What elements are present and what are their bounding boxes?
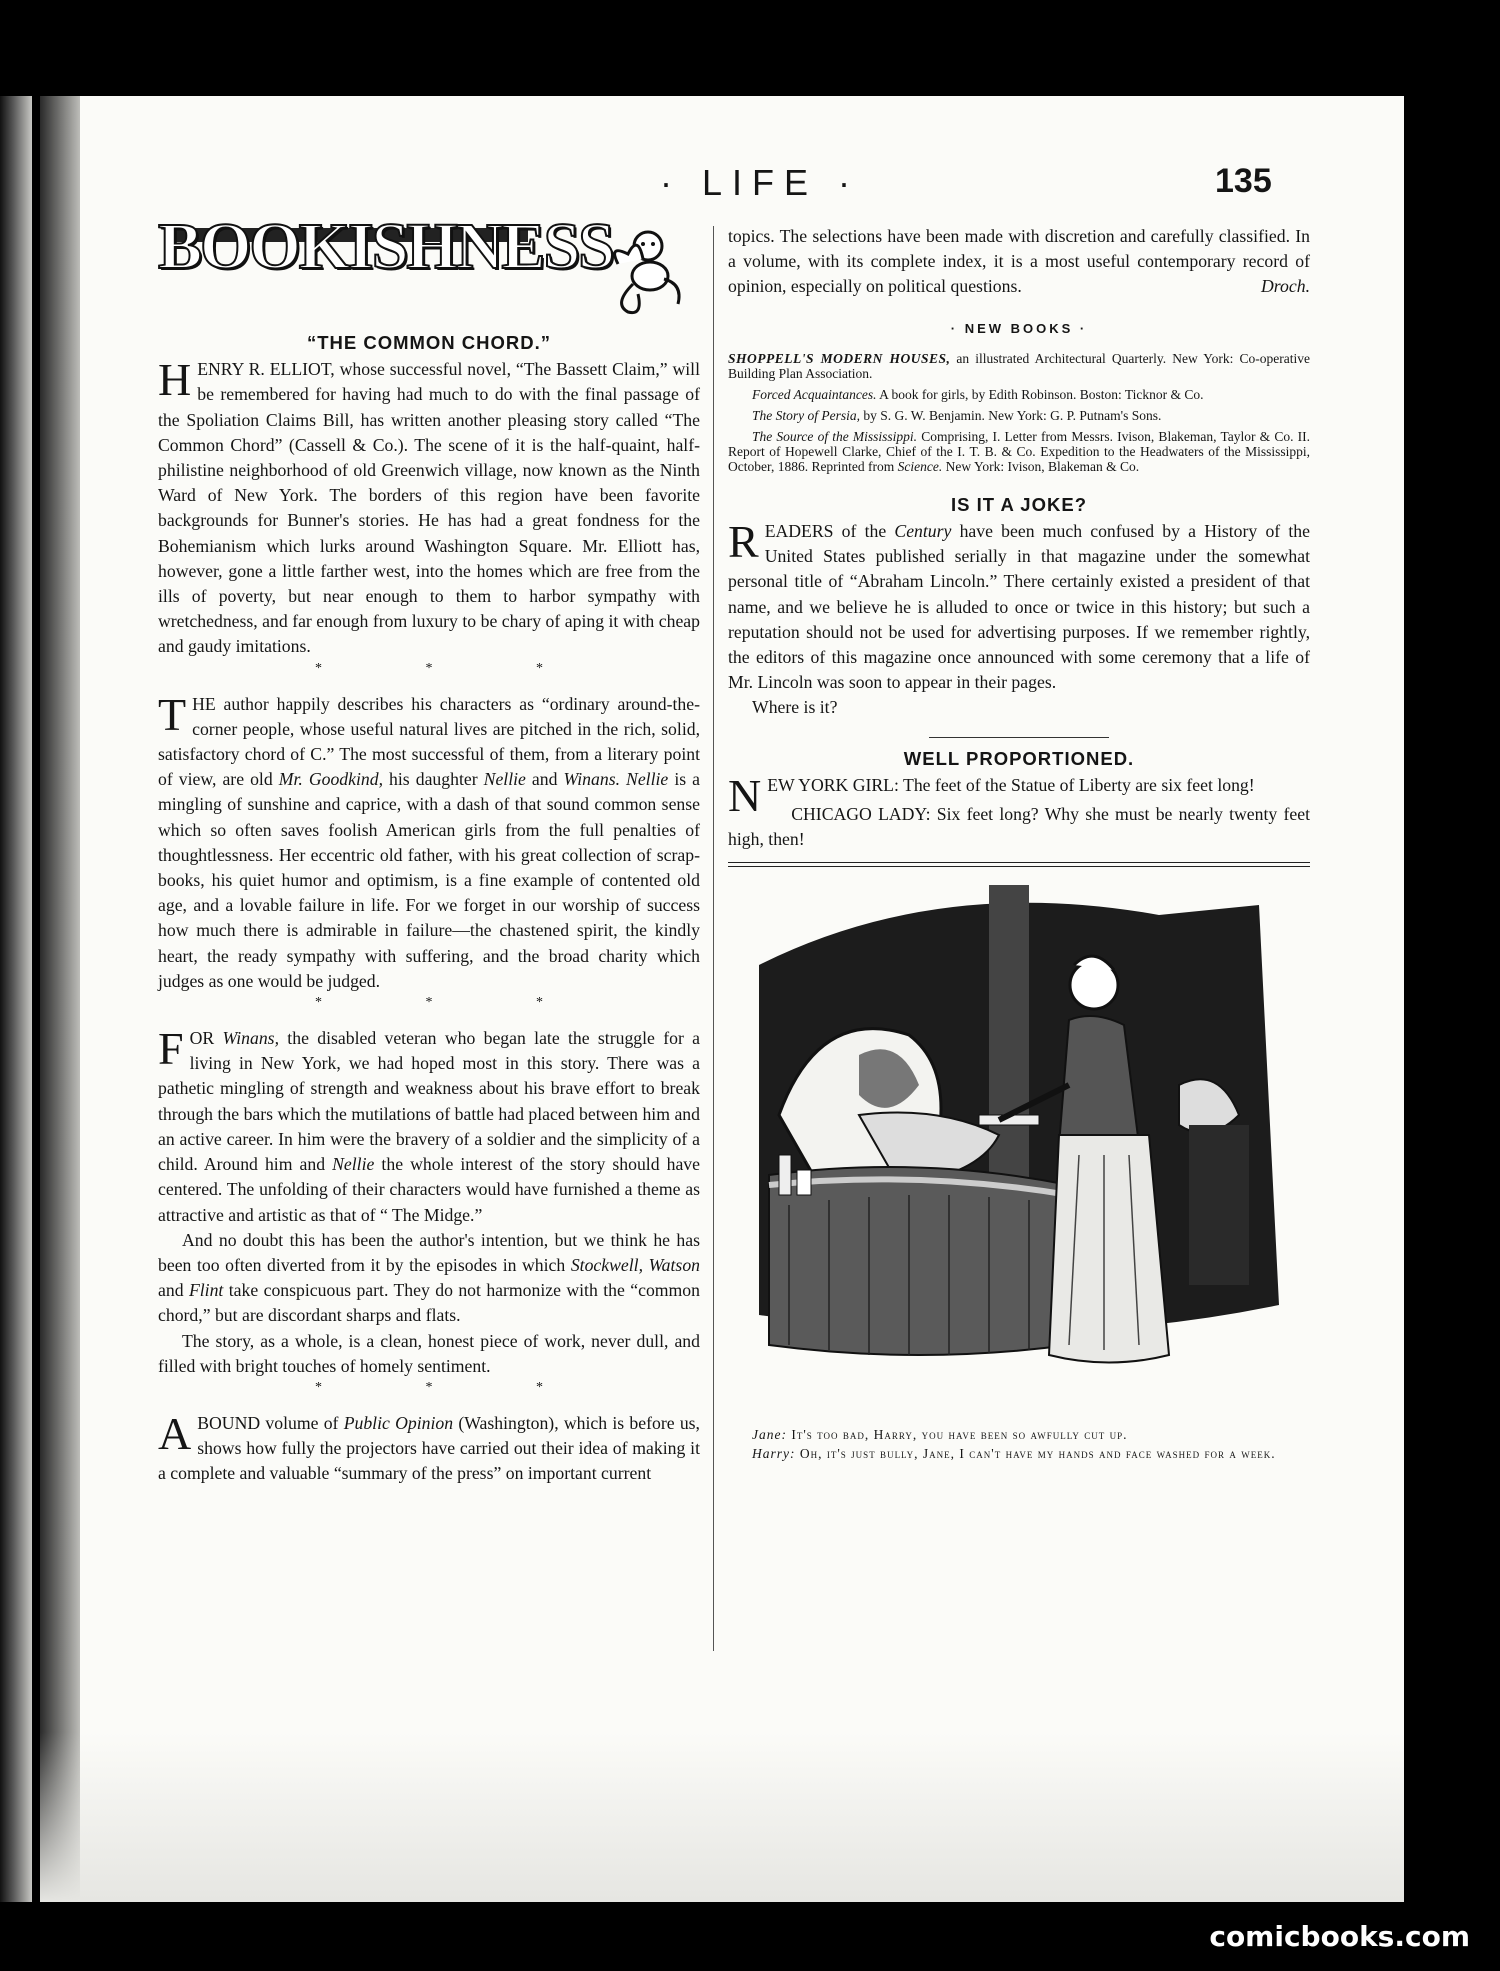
speaker: EW YORK GIRL: bbox=[767, 774, 899, 795]
book-details: New York: Ivison, Blakeman & Co. bbox=[942, 458, 1140, 474]
book-entry bbox=[728, 387, 1310, 402]
page-number: 135 bbox=[1215, 162, 1272, 200]
magazine-page bbox=[40, 96, 1404, 1902]
character-name: Mr. Goodkind, bbox=[278, 769, 384, 790]
caption-line bbox=[728, 1425, 1310, 1444]
paragraph-text: ENRY R. ELLIOT, whose successful novel, “The Bassett Claim,” will be remembered for having had much to do with the final passage of the Spoliation Claims Bill, has written another pleasing story called “The Common Chord” (Cassell & Co.). The scene of it is the half-quaint, half-philistine neighborhood of old Greenwich village, now known as the Ninth Ward of New York. The borders of this region have been favorite backgrounds for Bunner's stories. He has had a great fondness for the Bohemianism which lurks around Washington Square. Mr. Elliott has, however, gone a little farther west, into the homes which are free from the ills of poverty, but near enough to them to harbor sympathy with wretchedness, and far enough from luxury to be chary of aping it with cheap and gaudy imitations. bbox=[158, 359, 700, 657]
publication-title: Century bbox=[894, 521, 952, 542]
text: the whole interest of the story should have centered. The unfolding of their characters would have furnished a theme as attractive and artistic as that of “ The Midge.” bbox=[158, 1154, 700, 1225]
book-details: by S. G. W. Benjamin. New York: G. P. Putnam's Sons. bbox=[860, 407, 1162, 423]
speaker: CHICAGO LADY: bbox=[791, 804, 931, 825]
paragraph: The story, as a whole, is a clean, honest piece of work, never dull, and filled with bright touches of homely sentiment. bbox=[158, 1330, 700, 1376]
section-separator: * * * bbox=[315, 995, 593, 1011]
new-books-heading: · NEW BOOKS · bbox=[950, 320, 1088, 336]
paragraph bbox=[728, 224, 1310, 300]
drop-cap: R bbox=[728, 516, 759, 568]
book-title: The Source of the Mississippi. bbox=[752, 428, 918, 444]
page-title: · LIFE · bbox=[659, 162, 860, 203]
speaker: Jane: bbox=[752, 1427, 787, 1443]
text: and bbox=[525, 769, 564, 790]
paragraph: Where is it? bbox=[752, 697, 838, 718]
double-rule bbox=[728, 862, 1310, 867]
text: have been much confused by a History of the United States published serially in that magazine under the somewhat personal title of “Abraham Lincoln.” There certainly existed a president of that name, and we believe he is alluded to once or twice in this history; but such a reputation should not be used for advertising purposes. If we remember rightly, the editors of this magazine once announced with some ceremony that a life of Mr. Lincoln was soon to appear in their pages. bbox=[728, 521, 1310, 693]
book-entry bbox=[728, 351, 1310, 381]
dialogue-line bbox=[728, 802, 1310, 852]
publication-title: Public Opinion bbox=[343, 1412, 454, 1433]
section-separator: * * * bbox=[315, 1379, 593, 1395]
page-gutter-shadow bbox=[40, 96, 80, 1902]
drop-cap: H bbox=[158, 354, 192, 406]
drop-cap: N bbox=[728, 769, 762, 821]
right-column bbox=[728, 224, 1310, 1463]
text: The feet of the Statue of Liberty are six feet long! bbox=[898, 774, 1255, 795]
text: his daughter bbox=[383, 769, 484, 790]
site-watermark: comicbooks.com bbox=[1209, 1920, 1470, 1953]
text: take conspicuous part. They do not harmonize with the “common chord,” but are discordant sharps and flats. bbox=[158, 1280, 700, 1326]
text: and bbox=[158, 1280, 189, 1301]
book-details: A book for girls, by Edith Robinson. Boston: Ticknor & Co. bbox=[876, 386, 1204, 402]
character-name: Winans, bbox=[222, 1028, 279, 1049]
article-heading: IS IT A JOKE? bbox=[950, 493, 1087, 515]
text: OR bbox=[189, 1028, 223, 1049]
cartoon-caption bbox=[728, 1425, 1310, 1463]
text: is a mingling of sunshine and caprice, with a dash of that sound common sense which so often saves foolish American girls from the full penalties of thoughtlessness. Her eccentric old father, with his great collection of scrap-books, his quiet humor and optimism, is a fine example of contented old age, and a lovable failure in life. For we forget in our worship of success how much there is admirable in failure—the chastened spirit, the kindly heart, the ready sympathy with suffering, and the broad charity which judges as one would be judged. bbox=[158, 769, 700, 991]
book-title: The Story of Persia, bbox=[752, 407, 860, 423]
book-title: Science. bbox=[897, 458, 943, 474]
book-details: Comprising, I. Letter from Messrs. Ivison, Blakeman, Taylor & Co. II. Report of Hopewell Clarke, Chief of the I. T. B. & Co. Expedition to the Headwaters of the Mississippi, October, 1886. Reprinted from bbox=[728, 428, 1311, 474]
bookishness-banner bbox=[158, 210, 688, 324]
author-signature: Droch. bbox=[1261, 276, 1310, 297]
book-details: an illustrated Architectural Quarterly. New York: Co-operative Building Plan Association. bbox=[728, 350, 1310, 381]
text: the disabled veteran who began late the struggle for a living in New York, we had hoped most in this story. There was a pathetic mingling of strength and weakness about his brave effort to break through the bars which the mutilations of battle had placed between him and an active career. In him were the bravery of a soldier and the simplicity of a child. Around him and bbox=[158, 1028, 700, 1175]
text: EADERS of the bbox=[764, 521, 895, 542]
text: topics. The selections have been made with discretion and carefully classified. In a volume, with its complete index, it is a most useful contemporary record of opinion, especially on political questions. bbox=[728, 226, 1310, 297]
character-name: Stockwell, Watson bbox=[570, 1254, 701, 1275]
paragraph bbox=[158, 354, 700, 659]
paragraph bbox=[158, 688, 700, 994]
text: HE author happily describes his characters as “ordinary around-the-corner people, whose useful natural lives are pitched in the rich, solid, satisfactory chord of C.” The most successful of them, from a literary point of view, are old bbox=[158, 693, 700, 790]
speaker: Harry: bbox=[752, 1446, 796, 1462]
book-entry bbox=[728, 408, 1310, 423]
text: BOUND volume of bbox=[197, 1412, 344, 1433]
text: And no doubt this has been the author's intention, but we think he has been too often diverted from it by the episodes in which bbox=[158, 1229, 700, 1275]
article-heading: WELL PROPORTIONED. bbox=[903, 747, 1135, 769]
text: Six feet long? Why she must be nearly twenty feet high, then! bbox=[728, 804, 1310, 850]
text: (Washington), which is before us, shows how fully the projectors have carried out their idea of making it a complete and valuable “summary of the press” on important current bbox=[158, 1412, 700, 1484]
paragraph bbox=[728, 516, 1310, 695]
drop-cap: T bbox=[158, 688, 187, 740]
character-name: Flint bbox=[188, 1280, 224, 1301]
left-column bbox=[158, 210, 701, 1487]
cartoon-illustration bbox=[739, 885, 1299, 1415]
character-name: Winans. Nellie bbox=[563, 769, 669, 790]
article-heading: “THE COMMON CHORD.” bbox=[306, 332, 552, 353]
page-bottom-shading bbox=[40, 1732, 1404, 1902]
cherub-icon bbox=[598, 224, 693, 319]
character-name: Nellie bbox=[332, 1154, 375, 1175]
paragraph bbox=[158, 1407, 700, 1487]
book-entry bbox=[728, 429, 1310, 474]
section-rule bbox=[929, 737, 1109, 738]
drop-cap: F bbox=[158, 1023, 184, 1075]
paragraph bbox=[158, 1228, 700, 1329]
column-divider bbox=[713, 226, 714, 1651]
drop-cap: A bbox=[158, 1407, 192, 1459]
character-name: Nellie bbox=[483, 769, 526, 790]
banner-lettering: BOOKISHNESS bbox=[158, 210, 613, 283]
text: It's too bad, Harry, you have been so awfully cut up. bbox=[786, 1427, 1128, 1443]
book-title: Forced Acquaintances. bbox=[752, 386, 877, 402]
adjacent-page-edge bbox=[0, 96, 32, 1902]
paragraph bbox=[158, 1023, 700, 1228]
book-title: SHOPPELL'S MODERN HOUSES, bbox=[728, 350, 951, 366]
caption-line bbox=[728, 1444, 1310, 1463]
section-separator: * * * bbox=[315, 660, 593, 676]
text: Oh, it's just bully, Jane, I can't have my hands and face washed for a week. bbox=[795, 1446, 1276, 1462]
